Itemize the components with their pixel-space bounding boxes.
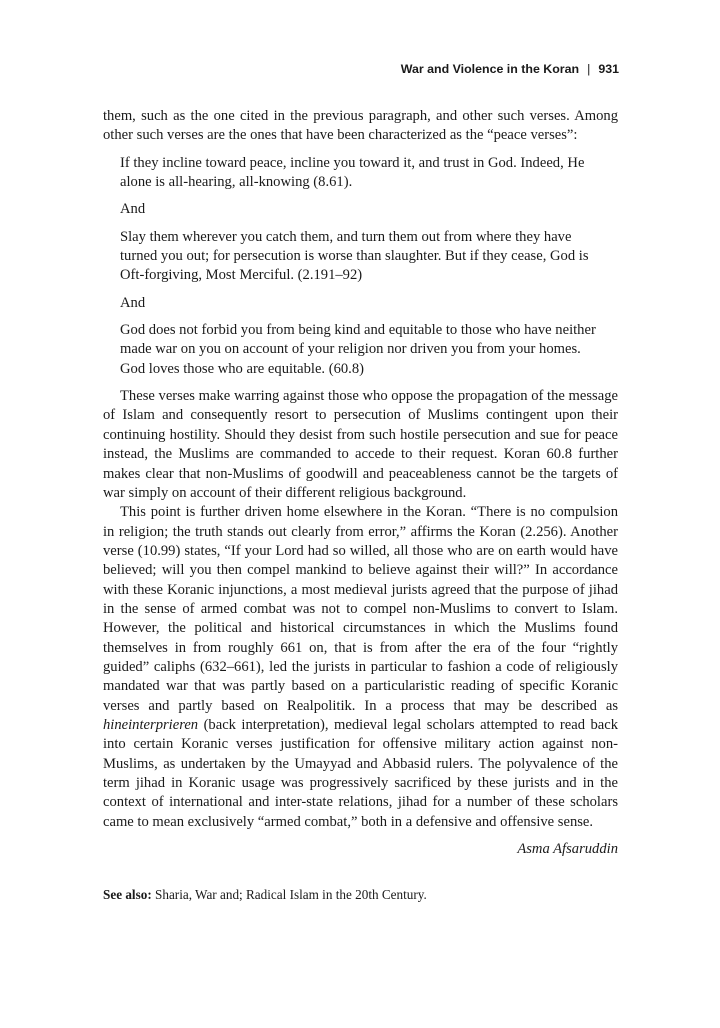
see-also-links: Sharia, War and; Radical Islam in the 20th Century. bbox=[151, 887, 427, 903]
body-paragraph bbox=[103, 503, 618, 832]
body-paragraph: These verses make warring against those who oppose the propagation of the message of Islam and consequently resort to persecution of Muslims contingent upon their continuing hostility. Should they desist from such hostile persecution and sue for peace instead, the Muslims are commanded to accede to their request. Koran 60.8 further makes clear that non-Muslims of goodwill and peaceableness cannot be the targets of war simply on account of their different religious background. bbox=[103, 388, 618, 501]
block-quote-60-8: God does not forbid you from being kind and equitable to those who have neither made war on you on account of your religion nor driven you from your homes. God loves those who are equitable. (60.8) bbox=[120, 322, 596, 377]
page-number: 931 bbox=[598, 62, 619, 76]
running-head bbox=[401, 62, 619, 76]
block-quote-2-191: Slay them wherever you catch them, and turn them out from where they have turned you out; for persecution is worse than slaughter. But if they cease, God is Oft-forgiving, Most Merciful. (2.191–92) bbox=[120, 228, 589, 284]
author-signature: Asma Afsaruddin bbox=[517, 841, 618, 858]
block-quote-8-61: If they incline toward peace, incline you toward it, and trust in God. Indeed, He alone is all-hearing, all-knowing (8.61). bbox=[120, 154, 585, 191]
article-body bbox=[103, 107, 618, 905]
running-head-separator: | bbox=[587, 62, 591, 76]
running-head-title: War and Violence in the Koran bbox=[400, 62, 580, 76]
quote-connector-and: And bbox=[120, 201, 146, 218]
paragraph-text: This point is further driven home elsewhere in the Koran. “There is no compulsion in religion; the truth stands out clearly from error,” affirms the Koran (2.256). Another verse (10.99) states, “If your Lord had so willed, all those who are on earth would have believed; will you then compel mankind to believe against their will?” In accordance with these Koranic injunctions, a most medieval jurists agreed that the purpose of jihad in the sense of armed combat was not to compel non-Muslims to convert to Islam. However, the political and historical circumstances in which the Muslims found themselves in from roughly 661 on, that is from after the era of the four “rightly guided” caliphs (632–661), led the jurists in particular to fashion a code of religiously mandated war that was partly based on a particularistic reading of specific Koranic verses and partly based on Realpolitik. In a process that may be described as bbox=[103, 504, 618, 714]
see-also-label: See also: bbox=[103, 887, 152, 903]
italic-term: hineinterprieren bbox=[103, 716, 199, 733]
paragraph-text: (back interpretation), medieval legal scholars attempted to read back into certain Koranic verses justification for offensive military action against non-Muslims, as undertaken by the Umayyad and Abbasid rulers. The polyvalence of the term jihad in Koranic usage was progressively sacrificed by these jurists and in the context of international and inter-state relations, jihad for a number of these scholars came to mean exclusively “armed combat,” both in a defensive and offensive sense. bbox=[103, 716, 618, 830]
intro-paragraph: them, such as the one cited in the previous paragraph, and other such verses. Among other such verses are the ones that have been characterized as the “peace verses”: bbox=[103, 108, 618, 144]
quote-connector-and: And bbox=[120, 294, 146, 311]
see-also bbox=[103, 885, 618, 904]
